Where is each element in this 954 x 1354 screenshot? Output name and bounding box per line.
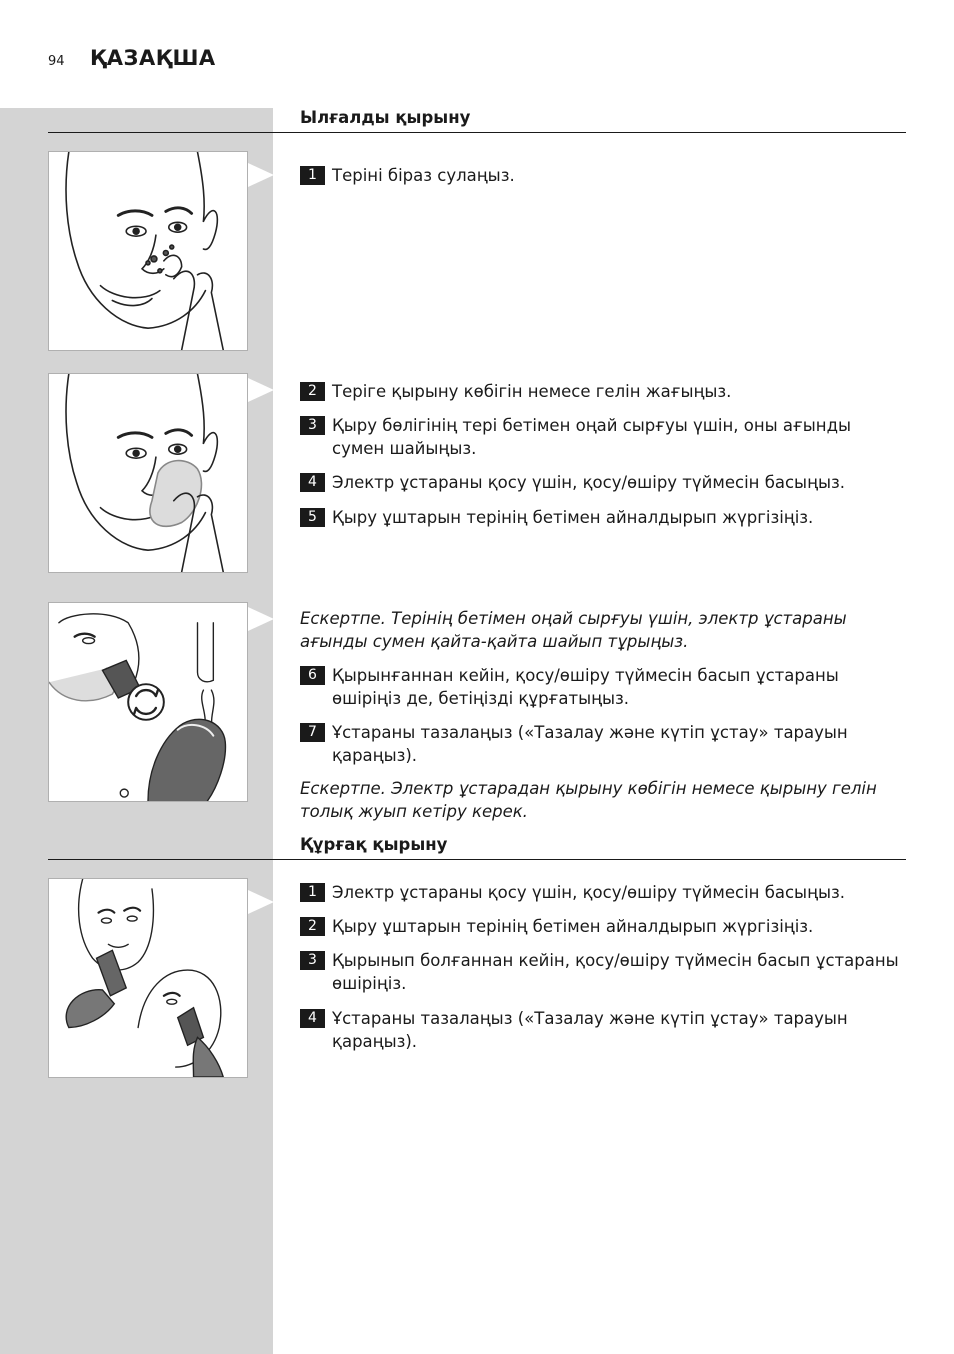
step-number: 3 (300, 416, 325, 435)
step-wet-4 (300, 471, 906, 494)
section-rule (48, 132, 906, 133)
illustration-wet-face (48, 151, 248, 351)
step-text: Электр ұстараны қосу үшін, қосу/өшіру түймесін басыңыз. (332, 473, 846, 492)
step-number: 1 (300, 166, 325, 185)
step-number: 3 (300, 951, 325, 970)
step-wet-3 (300, 414, 906, 460)
step-text: Қыру ұштарын терінің бетімен айналдырып жүргізіңіз. (332, 917, 814, 936)
section-title-wet-shaving: Ылғалды қырыну (300, 108, 471, 127)
step-number: 7 (300, 723, 325, 742)
step-number: 6 (300, 666, 325, 685)
step-number: 4 (300, 473, 325, 492)
step-text: Ұстараны тазалаңыз («Тазалау және күтіп ұстау» тарауын қараңыз). (332, 723, 848, 765)
illustration-pointer (248, 607, 274, 631)
step-wet-1 (300, 164, 906, 187)
step-text: Қыру ұштарын терінің бетімен айналдырып жүргізіңіз. (332, 508, 814, 527)
step-number: 4 (300, 1009, 325, 1028)
step-text: Теріге қырыну көбігін немесе гелін жағыңыз. (332, 382, 732, 401)
section-title-dry-shaving: Құрғақ қырыну (300, 835, 448, 854)
step-text: Электр ұстараны қосу үшін, қосу/өшіру түймесін басыңыз. (332, 883, 846, 902)
section-rule (48, 859, 906, 860)
step-text: Қыру бөлігінің тері бетімен оңай сырғуы үшін, оны ағынды сумен шайыңыз. (332, 416, 852, 458)
step-dry-2 (300, 915, 906, 938)
step-number: 5 (300, 508, 325, 527)
illustration-shave-rinse (48, 602, 248, 802)
step-wet-2 (300, 380, 906, 403)
note-rinse: Ескертпе. Терінің бетімен оңай сырғуы үшін, электр ұстараны ағынды сумен қайта-қайта шайып тұрыңыз. (300, 609, 847, 651)
step-text: Қырынғаннан кейін, қосу/өшіру түймесін басып ұстараны өшіріңіз де, бетіңізді құрғатыңыз. (332, 666, 839, 708)
step-wet-5 (300, 506, 906, 529)
step-wet-7 (300, 721, 906, 767)
step-number: 2 (300, 917, 325, 936)
illustration-dry-shave (48, 878, 248, 1078)
step-number: 2 (300, 382, 325, 401)
step-wet-6 (300, 664, 906, 710)
step-dry-3 (300, 949, 906, 995)
illustration-pointer (248, 890, 274, 914)
note-foam-removal: Ескертпе. Электр ұстарадан қырыну көбігін немесе қырыну гелін толық жуып кетіру керек. (300, 779, 877, 821)
step-dry-4 (300, 1007, 906, 1053)
language-title: ҚАЗАҚША (90, 46, 216, 70)
illustration-pointer (248, 163, 274, 187)
step-dry-1 (300, 881, 906, 904)
illustration-pointer (248, 378, 274, 402)
step-number: 1 (300, 883, 325, 902)
illustration-apply-foam (48, 373, 248, 573)
step-text: Ұстараны тазалаңыз («Тазалау және күтіп ұстау» тарауын қараңыз). (332, 1009, 848, 1051)
step-text: Қырынып болғаннан кейін, қосу/өшіру түймесін басып ұстараны өшіріңіз. (332, 951, 899, 993)
step-text: Теріні біраз сулаңыз. (332, 166, 515, 185)
page-number: 94 (48, 54, 65, 69)
